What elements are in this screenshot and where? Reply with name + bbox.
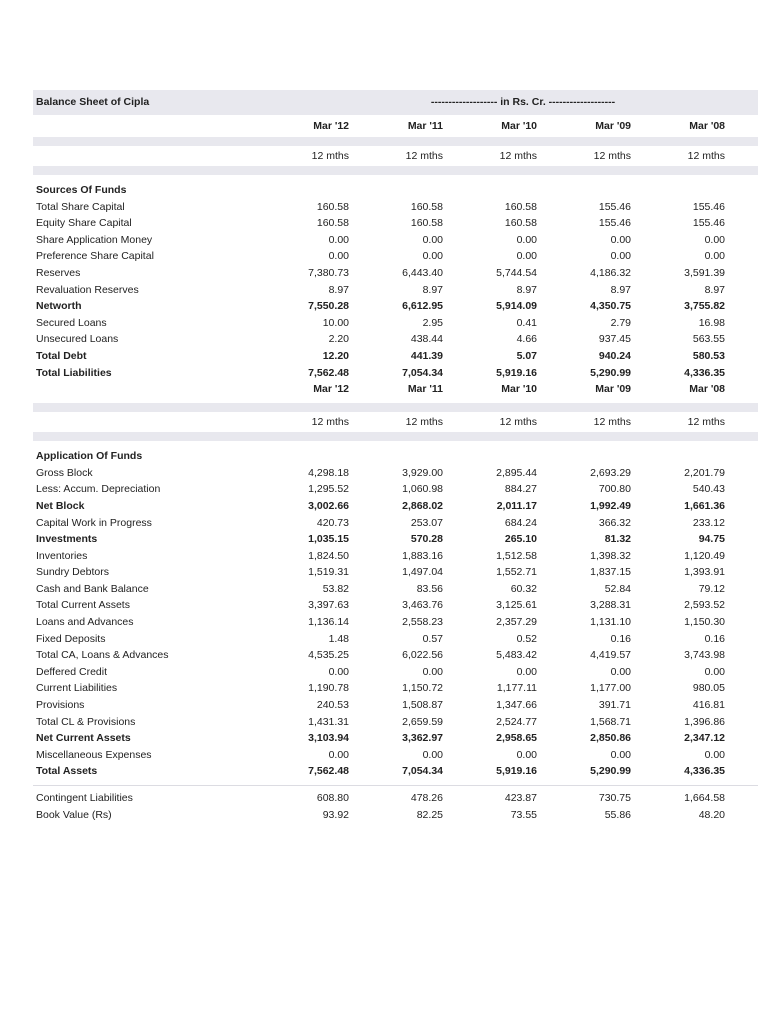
value-cell: 0.00 [422,748,443,761]
table-row [33,763,758,780]
value-cell: 82.25 [416,808,443,821]
value-cell: 160.58 [504,200,537,213]
value-cell: 1,431.31 [308,715,349,728]
period-header-row [33,115,758,137]
value-cell: 0.00 [516,665,537,678]
row-label: Total Liabilities [36,366,112,379]
footer-rows [33,790,758,823]
value-cell: 0.00 [516,233,537,246]
months-cell: 12 mths [311,416,349,429]
value-cell: 55.86 [604,808,631,821]
row-label: Total Debt [36,349,87,362]
value-cell: 1,837.15 [590,566,631,579]
value-cell: 160.58 [410,217,443,230]
row-label: Fixed Deposits [36,632,106,645]
value-cell: 2,659.59 [402,715,443,728]
value-cell: 93.92 [322,808,349,821]
table-row [33,631,758,648]
table-row [33,714,758,731]
value-cell: 155.46 [598,217,631,230]
value-cell: 3,591.39 [684,266,725,279]
value-cell: 1,661.36 [684,499,725,512]
value-cell: 1,398.32 [590,549,631,562]
value-cell: 5,483.42 [496,649,537,662]
value-cell: 5,290.99 [590,765,631,778]
value-cell: 2.79 [610,316,631,329]
value-cell: 0.00 [328,748,349,761]
value-cell: 2.20 [328,333,349,346]
value-cell: 3,929.00 [402,466,443,479]
row-label: Net Block [36,499,85,512]
period-header: Mar '11 [407,120,443,132]
table-row [33,465,758,482]
row-label: Contingent Liabilities [36,792,133,804]
section-heading: Sources Of Funds [36,184,127,196]
value-cell: 608.80 [316,792,349,804]
value-cell: 12.20 [322,349,349,362]
table-row [33,664,758,681]
table-row [33,348,758,365]
months-cell: 12 mths [593,416,631,429]
header-band [33,166,758,175]
table-row [33,531,758,548]
table-row [33,199,758,216]
table-row [33,790,758,807]
value-cell: 2,868.02 [402,499,443,512]
value-cell: 240.53 [316,699,349,712]
row-label: Gross Block [36,466,93,479]
table-row [33,315,758,332]
value-cell: 7,054.34 [402,765,443,778]
value-cell: 1,568.71 [590,715,631,728]
period-header: Mar '12 [313,383,349,396]
value-cell: 570.28 [410,533,443,546]
value-cell: 1,177.00 [590,682,631,695]
table-row [33,265,758,282]
value-cell: 1,131.10 [590,616,631,629]
value-cell: 1,512.58 [496,549,537,562]
value-cell: 1,120.49 [684,549,725,562]
value-cell: 60.32 [510,582,537,595]
row-label: Provisions [36,699,85,712]
value-cell: 0.00 [422,665,443,678]
title-row [33,90,758,115]
table-row [33,282,758,299]
period-header: Mar '09 [595,383,631,396]
value-cell: 6,443.40 [402,266,443,279]
value-cell: 980.05 [692,682,725,695]
period-header: Mar '12 [313,120,349,132]
value-cell: 2,011.17 [496,499,537,512]
value-cell: 6,612.95 [402,300,443,313]
value-cell: 7,550.28 [308,300,349,313]
period-header: Mar '11 [407,383,443,396]
table-row [33,548,758,565]
table-row [33,647,758,664]
row-label: Cash and Bank Balance [36,582,149,595]
value-cell: 884.27 [504,483,537,496]
period-header-row-repeat [33,381,758,398]
value-cell: 2,693.29 [590,466,631,479]
value-cell: 83.56 [416,582,443,595]
value-cell: 1,519.31 [308,566,349,579]
row-label: Deffered Credit [36,665,108,678]
value-cell: 3,397.63 [308,599,349,612]
value-cell: 937.45 [598,333,631,346]
value-cell: 4,336.35 [684,366,725,379]
value-cell: 438.44 [410,333,443,346]
header-band [33,403,758,412]
value-cell: 0.00 [328,250,349,263]
value-cell: 1,883.16 [402,549,443,562]
table-row [33,232,758,249]
value-cell: 253.07 [410,516,443,529]
value-cell: 0.00 [422,250,443,263]
value-cell: 2,524.77 [496,715,537,728]
value-cell: 420.73 [316,516,349,529]
table-row [33,680,758,697]
row-label: Total Share Capital [36,200,125,213]
table-row [33,365,758,382]
value-cell: 8.97 [422,283,443,296]
value-cell: 0.41 [516,316,537,329]
row-label: Total Current Assets [36,599,130,612]
value-cell: 1,992.49 [590,499,631,512]
value-cell: 73.55 [510,808,537,821]
application-rows [33,465,758,780]
value-cell: 580.53 [692,349,725,362]
row-label: Secured Loans [36,316,107,329]
section-heading: Application Of Funds [36,450,143,463]
value-cell: 5,919.16 [496,765,537,778]
sheet-title: Balance Sheet of Cipla [36,96,150,108]
row-label: Total CA, Loans & Advances [36,649,169,662]
months-row [33,146,758,166]
header-band [33,432,758,441]
value-cell: 48.20 [698,808,725,821]
value-cell: 1,060.98 [402,483,443,496]
value-cell: 1,552.71 [496,566,537,579]
sources-heading [33,182,758,199]
value-cell: 7,054.34 [402,366,443,379]
value-cell: 0.00 [704,233,725,246]
balance-sheet [33,90,758,823]
value-cell: 416.81 [692,699,725,712]
value-cell: 4,535.25 [308,649,349,662]
value-cell: 160.58 [410,200,443,213]
value-cell: 1,824.50 [308,549,349,562]
value-cell: 3,288.31 [590,599,631,612]
value-cell: 53.82 [322,582,349,595]
period-header: Mar '09 [595,120,631,132]
value-cell: 1,393.91 [684,566,725,579]
value-cell: 0.16 [610,632,631,645]
value-cell: 0.00 [328,665,349,678]
table-row [33,298,758,315]
table-row [33,730,758,747]
value-cell: 366.32 [598,516,631,529]
value-cell: 4,350.75 [590,300,631,313]
table-row [33,481,758,498]
row-label: Current Liabilities [36,682,118,695]
value-cell: 1.48 [328,632,349,645]
value-cell: 1,497.04 [402,566,443,579]
value-cell: 1,190.78 [308,682,349,695]
value-cell: 155.46 [692,200,725,213]
value-cell: 5,919.16 [496,366,537,379]
value-cell: 233.12 [692,516,725,529]
value-cell: 3,755.82 [684,300,725,313]
months-cell: 12 mths [687,416,725,429]
value-cell: 81.32 [604,533,631,546]
value-cell: 2,201.79 [684,466,725,479]
table-row [33,564,758,581]
value-cell: 3,463.76 [402,599,443,612]
sources-rows [33,199,758,382]
value-cell: 4,419.57 [590,649,631,662]
table-row [33,614,758,631]
row-label: Capital Work in Progress [36,516,152,529]
value-cell: 0.00 [516,250,537,263]
value-cell: 3,125.61 [496,599,537,612]
value-cell: 441.39 [410,349,443,362]
value-cell: 1,664.58 [684,792,725,804]
value-cell: 160.58 [504,217,537,230]
value-cell: 0.00 [610,250,631,263]
value-cell: 4,298.18 [308,466,349,479]
table-row [33,498,758,515]
value-cell: 2,558.23 [402,616,443,629]
value-cell: 540.43 [692,483,725,496]
row-label: Book Value (Rs) [36,808,112,821]
period-header: Mar '10 [501,120,537,132]
value-cell: 1,150.72 [402,682,443,695]
value-cell: 2,850.86 [590,732,631,745]
period-header: Mar '08 [689,383,725,396]
table-row [33,747,758,764]
value-cell: 0.00 [610,748,631,761]
value-cell: 0.16 [704,632,725,645]
application-heading [33,448,758,465]
row-label: Total CL & Provisions [36,715,136,728]
value-cell: 2,958.65 [496,732,537,745]
value-cell: 2.95 [422,316,443,329]
value-cell: 3,002.66 [308,499,349,512]
months-cell: 12 mths [499,416,537,429]
value-cell: 1,150.30 [684,616,725,629]
value-cell: 1,035.15 [308,533,349,546]
value-cell: 8.97 [516,283,537,296]
value-cell: 0.00 [704,665,725,678]
value-cell: 0.00 [704,250,725,263]
table-row [33,215,758,232]
value-cell: 7,562.48 [308,765,349,778]
value-cell: 3,103.94 [308,732,349,745]
value-cell: 940.24 [598,349,631,362]
value-cell: 155.46 [692,217,725,230]
value-cell: 1,295.52 [308,483,349,496]
value-cell: 6,022.56 [402,649,443,662]
value-cell: 2,357.29 [496,616,537,629]
value-cell: 5,744.54 [496,266,537,279]
months-cell: 12 mths [405,416,443,429]
row-label: Networth [36,300,82,313]
value-cell: 7,380.73 [308,266,349,279]
value-cell: 0.57 [422,632,443,645]
value-cell: 8.97 [610,283,631,296]
value-cell: 0.00 [422,233,443,246]
row-label: Equity Share Capital [36,217,132,230]
value-cell: 0.00 [610,233,631,246]
table-row [33,697,758,714]
row-label: Revaluation Reserves [36,283,139,296]
row-label: Unsecured Loans [36,333,119,346]
value-cell: 5,914.09 [496,300,537,313]
value-cell: 700.80 [598,483,631,496]
row-label: Sundry Debtors [36,566,109,579]
row-label: Investments [36,533,98,546]
row-label: Less: Accum. Depreciation [36,483,161,496]
period-header: Mar '10 [501,383,537,396]
months-row-repeat [33,412,758,432]
header-band [33,137,758,146]
value-cell: 160.58 [316,200,349,213]
table-row [33,597,758,614]
row-label: Net Current Assets [36,732,131,745]
months-cell: 12 mths [499,150,537,162]
value-cell: 3,362.97 [402,732,443,745]
value-cell: 160.58 [316,217,349,230]
months-cell: 12 mths [687,150,725,162]
value-cell: 391.71 [598,699,631,712]
months-cell: 12 mths [593,150,631,162]
row-label: Preference Share Capital [36,250,154,263]
value-cell: 3,743.98 [684,649,725,662]
value-cell: 4.66 [516,333,537,346]
value-cell: 0.00 [610,665,631,678]
value-cell: 155.46 [598,200,631,213]
table-row [33,248,758,265]
value-cell: 8.97 [328,283,349,296]
value-cell: 684.24 [504,516,537,529]
table-row [33,515,758,532]
row-label: Share Application Money [36,233,153,246]
months-cell: 12 mths [311,150,349,162]
value-cell: 7,562.48 [308,366,349,379]
row-label: Loans and Advances [36,616,134,629]
value-cell: 1,136.14 [308,616,349,629]
value-cell: 1,396.86 [684,715,725,728]
months-cell: 12 mths [405,150,443,162]
period-header: Mar '08 [689,120,725,132]
value-cell: 478.26 [410,792,443,804]
value-cell: 8.97 [704,283,725,296]
value-cell: 1,177.11 [496,682,537,695]
value-cell: 730.75 [598,792,631,804]
value-cell: 5.07 [516,349,537,362]
value-cell: 265.10 [504,533,537,546]
table-row [33,581,758,598]
row-label: Inventories [36,549,88,562]
value-cell: 2,593.52 [684,599,725,612]
row-label: Total Assets [36,765,98,778]
value-cell: 2,895.44 [496,466,537,479]
value-cell: 4,186.32 [590,266,631,279]
value-cell: 10.00 [322,316,349,329]
value-cell: 563.55 [692,333,725,346]
value-cell: 423.87 [504,792,537,804]
row-label: Miscellaneous Expenses [36,748,152,761]
value-cell: 79.12 [698,582,725,595]
value-cell: 0.00 [328,233,349,246]
value-cell: 16.98 [698,316,725,329]
unit-label: ------------------- in Rs. Cr. ------------------- [430,96,616,108]
row-label: Reserves [36,266,81,279]
value-cell: 0.00 [516,748,537,761]
divider [33,785,758,786]
value-cell: 52.84 [604,582,631,595]
table-row [33,331,758,348]
value-cell: 0.00 [704,748,725,761]
value-cell: 5,290.99 [590,366,631,379]
value-cell: 2,347.12 [684,732,725,745]
value-cell: 94.75 [698,533,725,546]
table-row [33,807,758,824]
value-cell: 1,508.87 [402,699,443,712]
value-cell: 4,336.35 [684,765,725,778]
value-cell: 1,347.66 [496,699,537,712]
value-cell: 0.52 [516,632,537,645]
